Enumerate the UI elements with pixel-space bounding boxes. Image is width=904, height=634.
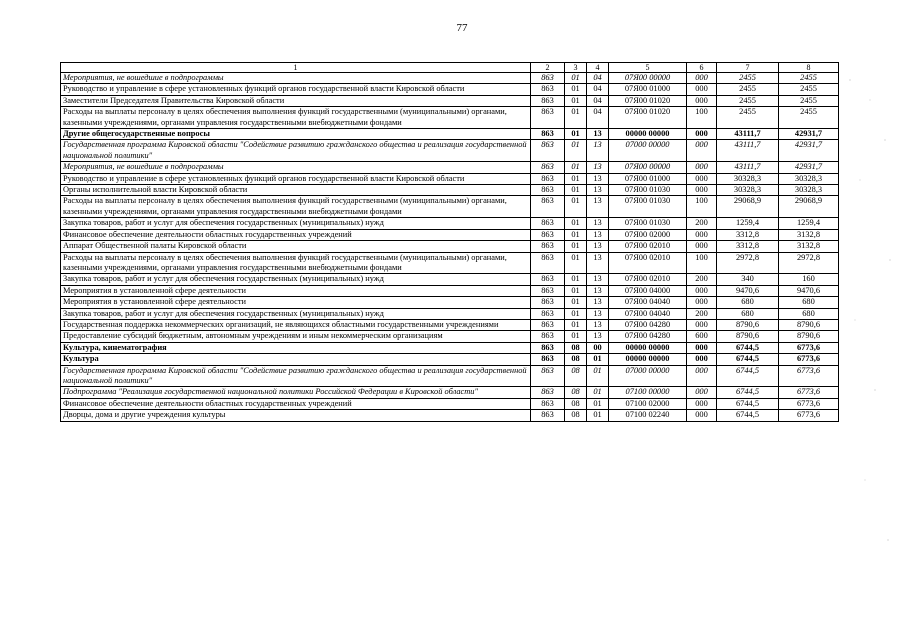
row-name-cell: Расходы на выплаты персоналу в целях обеспечения выполнения функций государственными (муниципальными) органами, казенными учреждениями, органами управления государственными внебюджетными фондами [61, 252, 531, 274]
amount-year2-cell: 2455 [779, 107, 839, 129]
section-cell: 01 [565, 84, 587, 95]
expense-type-cell: 200 [687, 218, 717, 229]
row-name-cell: Мероприятия, не вошедшие в подпрограммы [61, 162, 531, 173]
section-cell: 08 [565, 342, 587, 353]
subsection-cell: 13 [587, 319, 609, 330]
table-row [61, 308, 839, 319]
table-row [61, 354, 839, 365]
amount-year1-cell: 2455 [717, 73, 779, 84]
expense-type-cell: 000 [687, 365, 717, 387]
amount-year1-cell: 1259,4 [717, 218, 779, 229]
subsection-cell: 01 [587, 365, 609, 387]
expense-type-cell: 000 [687, 129, 717, 140]
amount-year1-cell: 2455 [717, 107, 779, 129]
header-cell: 7 [717, 63, 779, 73]
amount-year2-cell: 42931,7 [779, 129, 839, 140]
target-item-cell: 07Я00 02010 [609, 252, 687, 274]
amount-year2-cell: 680 [779, 297, 839, 308]
admin-code-cell: 863 [531, 140, 565, 162]
expense-type-cell: 000 [687, 162, 717, 173]
section-cell: 01 [565, 196, 587, 218]
subsection-cell: 13 [587, 308, 609, 319]
section-cell: 01 [565, 252, 587, 274]
subsection-cell: 13 [587, 252, 609, 274]
expense-type-cell: 000 [687, 173, 717, 184]
amount-year1-cell: 2455 [717, 84, 779, 95]
target-item-cell: 07Я00 04040 [609, 297, 687, 308]
page-number: 77 [456, 22, 468, 34]
admin-code-cell: 863 [531, 297, 565, 308]
section-cell: 01 [565, 274, 587, 285]
expense-type-cell: 000 [687, 140, 717, 162]
amount-year2-cell: 30328,3 [779, 185, 839, 196]
section-cell: 01 [565, 129, 587, 140]
amount-year2-cell: 8790,6 [779, 319, 839, 330]
admin-code-cell: 863 [531, 129, 565, 140]
table-row [61, 95, 839, 106]
expense-type-cell: 000 [687, 285, 717, 296]
admin-code-cell: 863 [531, 342, 565, 353]
table-row [61, 185, 839, 196]
amount-year1-cell: 680 [717, 308, 779, 319]
table-row [61, 229, 839, 240]
expense-type-cell: 000 [687, 241, 717, 252]
expense-type-cell: 000 [687, 73, 717, 84]
table-row [61, 342, 839, 353]
section-cell: 01 [565, 297, 587, 308]
target-item-cell: 07Я00 00000 [609, 73, 687, 84]
section-cell: 01 [565, 95, 587, 106]
target-item-cell: 07Я00 01030 [609, 218, 687, 229]
table-row [61, 162, 839, 173]
amount-year1-cell: 3312,8 [717, 241, 779, 252]
header-cell: 6 [687, 63, 717, 73]
subsection-cell: 13 [587, 297, 609, 308]
table-row [61, 398, 839, 409]
target-item-cell: 07000 00000 [609, 365, 687, 387]
amount-year2-cell: 3132,8 [779, 229, 839, 240]
row-name-cell: Финансовое обеспечение деятельности областных государственных учреждений [61, 398, 531, 409]
amount-year2-cell: 29068,9 [779, 196, 839, 218]
amount-year1-cell: 6744,5 [717, 354, 779, 365]
header-cell: 1 [61, 63, 531, 73]
subsection-cell: 13 [587, 331, 609, 342]
amount-year1-cell: 6744,5 [717, 398, 779, 409]
admin-code-cell: 863 [531, 84, 565, 95]
header-cell: 2 [531, 63, 565, 73]
subsection-cell: 13 [587, 173, 609, 184]
header-cell: 3 [565, 63, 587, 73]
amount-year1-cell: 2455 [717, 95, 779, 106]
target-item-cell: 07Я00 00000 [609, 162, 687, 173]
subsection-cell: 13 [587, 162, 609, 173]
expense-type-cell: 000 [687, 387, 717, 398]
admin-code-cell: 863 [531, 387, 565, 398]
row-name-cell: Мероприятия, не вошедшие в подпрограммы [61, 73, 531, 84]
target-item-cell: 00000 00000 [609, 129, 687, 140]
admin-code-cell: 863 [531, 95, 565, 106]
admin-code-cell: 863 [531, 331, 565, 342]
section-cell: 01 [565, 140, 587, 162]
admin-code-cell: 863 [531, 319, 565, 330]
row-name-cell: Руководство и управление в сфере установленных функций органов государственной власти Кировской области [61, 84, 531, 95]
table-row [61, 297, 839, 308]
row-name-cell: Расходы на выплаты персоналу в целях обеспечения выполнения функций государственными (муниципальными) органами, казенными учреждениями, органами управления государственными внебюджетными фондами [61, 107, 531, 129]
amount-year2-cell: 2455 [779, 73, 839, 84]
target-item-cell: 07Я00 01030 [609, 196, 687, 218]
row-name-cell: Заместители Председателя Правительства Кировской области [61, 95, 531, 106]
section-cell: 01 [565, 73, 587, 84]
section-cell: 08 [565, 387, 587, 398]
section-cell: 08 [565, 410, 587, 421]
budget-table [60, 62, 839, 422]
amount-year1-cell: 43111,7 [717, 129, 779, 140]
target-item-cell: 07Я00 02010 [609, 241, 687, 252]
row-name-cell: Дворцы, дома и другие учреждения культуры [61, 410, 531, 421]
table-row [61, 387, 839, 398]
table-row [61, 173, 839, 184]
target-item-cell: 07100 00000 [609, 387, 687, 398]
expense-type-cell: 000 [687, 342, 717, 353]
subsection-cell: 13 [587, 196, 609, 218]
admin-code-cell: 863 [531, 196, 565, 218]
row-name-cell: Государственная поддержка некоммерческих организаций, не являющихся областными государственными учреждениями [61, 319, 531, 330]
target-item-cell: 07Я00 04040 [609, 308, 687, 319]
expense-type-cell: 200 [687, 274, 717, 285]
target-item-cell: 07100 02240 [609, 410, 687, 421]
admin-code-cell: 863 [531, 162, 565, 173]
amount-year1-cell: 8790,6 [717, 319, 779, 330]
expense-type-cell: 000 [687, 185, 717, 196]
admin-code-cell: 863 [531, 410, 565, 421]
header-cell: 4 [587, 63, 609, 73]
expense-type-cell: 000 [687, 297, 717, 308]
table-row [61, 196, 839, 218]
table-row [61, 107, 839, 129]
subsection-cell: 13 [587, 274, 609, 285]
admin-code-cell: 863 [531, 229, 565, 240]
header-cell: 5 [609, 63, 687, 73]
expense-type-cell: 000 [687, 319, 717, 330]
row-name-cell: Культура, кинематография [61, 342, 531, 353]
amount-year2-cell: 3132,8 [779, 241, 839, 252]
table-row [61, 365, 839, 387]
admin-code-cell: 863 [531, 73, 565, 84]
expense-type-cell: 000 [687, 354, 717, 365]
amount-year2-cell: 30328,3 [779, 173, 839, 184]
amount-year2-cell: 680 [779, 308, 839, 319]
target-item-cell: 07Я00 01020 [609, 107, 687, 129]
admin-code-cell: 863 [531, 285, 565, 296]
table-row [61, 218, 839, 229]
amount-year2-cell: 8790,6 [779, 331, 839, 342]
target-item-cell: 07Я00 04280 [609, 331, 687, 342]
expense-type-cell: 200 [687, 308, 717, 319]
amount-year1-cell: 6744,5 [717, 365, 779, 387]
table-header-row [61, 63, 839, 73]
subsection-cell: 13 [587, 140, 609, 162]
section-cell: 01 [565, 285, 587, 296]
expense-type-cell: 000 [687, 95, 717, 106]
subsection-cell: 01 [587, 398, 609, 409]
row-name-cell: Государственная программа Кировской области "Содействие развитию гражданского общества и реализация государственной национальной политики" [61, 365, 531, 387]
admin-code-cell: 863 [531, 365, 565, 387]
table-row [61, 84, 839, 95]
amount-year1-cell: 29068,9 [717, 196, 779, 218]
admin-code-cell: 863 [531, 218, 565, 229]
admin-code-cell: 863 [531, 173, 565, 184]
section-cell: 01 [565, 331, 587, 342]
section-cell: 01 [565, 185, 587, 196]
subsection-cell: 01 [587, 410, 609, 421]
expense-type-cell: 100 [687, 196, 717, 218]
section-cell: 08 [565, 365, 587, 387]
row-name-cell: Подпрограмма "Реализация государственной национальной политики Российской Федерации в Кировской области" [61, 387, 531, 398]
expense-type-cell: 000 [687, 410, 717, 421]
amount-year1-cell: 43111,7 [717, 162, 779, 173]
amount-year1-cell: 340 [717, 274, 779, 285]
target-item-cell: 00000 00000 [609, 342, 687, 353]
admin-code-cell: 863 [531, 107, 565, 129]
amount-year1-cell: 30328,3 [717, 173, 779, 184]
section-cell: 01 [565, 241, 587, 252]
amount-year1-cell: 6744,5 [717, 387, 779, 398]
row-name-cell: Аппарат Общественной палаты Кировской области [61, 241, 531, 252]
subsection-cell: 13 [587, 185, 609, 196]
amount-year1-cell: 680 [717, 297, 779, 308]
target-item-cell: 07Я00 01000 [609, 173, 687, 184]
row-name-cell: Закупка товаров, работ и услуг для обеспечения государственных (муниципальных) нужд [61, 274, 531, 285]
target-item-cell: 07Я00 02000 [609, 229, 687, 240]
row-name-cell: Другие общегосударственные вопросы [61, 129, 531, 140]
row-name-cell: Закупка товаров, работ и услуг для обеспечения государственных (муниципальных) нужд [61, 308, 531, 319]
target-item-cell: 07Я00 01030 [609, 185, 687, 196]
amount-year2-cell: 6773,6 [779, 410, 839, 421]
section-cell: 01 [565, 308, 587, 319]
amount-year2-cell: 6773,6 [779, 354, 839, 365]
row-name-cell: Органы исполнительной власти Кировской области [61, 185, 531, 196]
admin-code-cell: 863 [531, 354, 565, 365]
row-name-cell: Закупка товаров, работ и услуг для обеспечения государственных (муниципальных) нужд [61, 218, 531, 229]
section-cell: 01 [565, 319, 587, 330]
amount-year1-cell: 9470,6 [717, 285, 779, 296]
target-item-cell: 07Я00 01020 [609, 95, 687, 106]
subsection-cell: 01 [587, 387, 609, 398]
amount-year2-cell: 42931,7 [779, 140, 839, 162]
amount-year2-cell: 160 [779, 274, 839, 285]
admin-code-cell: 863 [531, 252, 565, 274]
target-item-cell: 07100 02000 [609, 398, 687, 409]
expense-type-cell: 000 [687, 398, 717, 409]
row-name-cell: Мероприятия в установленной сфере деятельности [61, 297, 531, 308]
amount-year1-cell: 2972,8 [717, 252, 779, 274]
amount-year1-cell: 6744,5 [717, 410, 779, 421]
table-row [61, 319, 839, 330]
table-row [61, 129, 839, 140]
table-row [61, 140, 839, 162]
expense-type-cell: 000 [687, 229, 717, 240]
section-cell: 08 [565, 354, 587, 365]
amount-year1-cell: 30328,3 [717, 185, 779, 196]
table-row [61, 241, 839, 252]
section-cell: 01 [565, 173, 587, 184]
subsection-cell: 13 [587, 229, 609, 240]
subsection-cell: 13 [587, 218, 609, 229]
row-name-cell: Культура [61, 354, 531, 365]
target-item-cell: 07Я00 04000 [609, 285, 687, 296]
amount-year2-cell: 9470,6 [779, 285, 839, 296]
row-name-cell: Руководство и управление в сфере установленных функций органов государственной власти Кировской области [61, 173, 531, 184]
subsection-cell: 00 [587, 342, 609, 353]
amount-year1-cell: 6744,5 [717, 342, 779, 353]
subsection-cell: 04 [587, 95, 609, 106]
admin-code-cell: 863 [531, 308, 565, 319]
target-item-cell: 07Я00 01000 [609, 84, 687, 95]
table-row [61, 331, 839, 342]
admin-code-cell: 863 [531, 274, 565, 285]
amount-year2-cell: 2455 [779, 95, 839, 106]
row-name-cell: Мероприятия в установленной сфере деятельности [61, 285, 531, 296]
table-row [61, 252, 839, 274]
amount-year2-cell: 42931,7 [779, 162, 839, 173]
table-row [61, 410, 839, 421]
section-cell: 01 [565, 229, 587, 240]
subsection-cell: 04 [587, 73, 609, 84]
subsection-cell: 13 [587, 285, 609, 296]
row-name-cell: Финансовое обеспечение деятельности областных государственных учреждений [61, 229, 531, 240]
section-cell: 01 [565, 218, 587, 229]
section-cell: 01 [565, 107, 587, 129]
table-row [61, 73, 839, 84]
expense-type-cell: 100 [687, 252, 717, 274]
subsection-cell: 04 [587, 84, 609, 95]
amount-year2-cell: 6773,6 [779, 365, 839, 387]
subsection-cell: 04 [587, 107, 609, 129]
amount-year2-cell: 2972,8 [779, 252, 839, 274]
target-item-cell: 07Я00 02010 [609, 274, 687, 285]
expense-type-cell: 100 [687, 107, 717, 129]
table-row [61, 274, 839, 285]
section-cell: 08 [565, 398, 587, 409]
scan-noise [840, 60, 900, 580]
expense-type-cell: 000 [687, 84, 717, 95]
amount-year2-cell: 6773,6 [779, 342, 839, 353]
amount-year2-cell: 6773,6 [779, 387, 839, 398]
table-row [61, 285, 839, 296]
subsection-cell: 01 [587, 354, 609, 365]
subsection-cell: 13 [587, 129, 609, 140]
target-item-cell: 07000 00000 [609, 140, 687, 162]
section-cell: 01 [565, 162, 587, 173]
amount-year2-cell: 1259,4 [779, 218, 839, 229]
amount-year1-cell: 43111,7 [717, 140, 779, 162]
header-cell: 8 [779, 63, 839, 73]
target-item-cell: 00000 00000 [609, 354, 687, 365]
amount-year1-cell: 8790,6 [717, 331, 779, 342]
subsection-cell: 13 [587, 241, 609, 252]
row-name-cell: Предоставление субсидий бюджетным, автономным учреждениям и иным некоммерческим организациям [61, 331, 531, 342]
admin-code-cell: 863 [531, 398, 565, 409]
row-name-cell: Государственная программа Кировской области "Содействие развитию гражданского общества и реализация государственной национальной политики" [61, 140, 531, 162]
admin-code-cell: 863 [531, 241, 565, 252]
amount-year2-cell: 2455 [779, 84, 839, 95]
amount-year2-cell: 6773,6 [779, 398, 839, 409]
admin-code-cell: 863 [531, 185, 565, 196]
row-name-cell: Расходы на выплаты персоналу в целях обеспечения выполнения функций государственными (муниципальными) органами, казенными учреждениями, органами управления государственными внебюджетными фондами [61, 196, 531, 218]
expense-type-cell: 600 [687, 331, 717, 342]
amount-year1-cell: 3312,8 [717, 229, 779, 240]
target-item-cell: 07Я00 04280 [609, 319, 687, 330]
